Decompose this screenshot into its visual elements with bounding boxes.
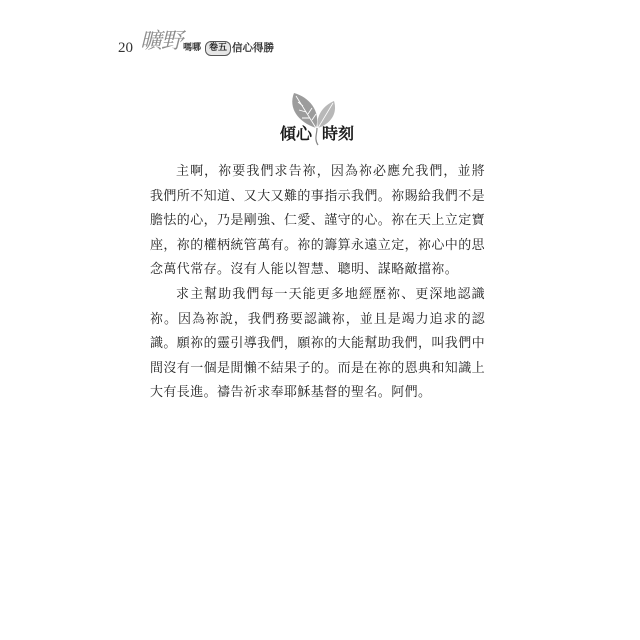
volume-badge: 卷五: [205, 41, 231, 56]
page-number: 20: [118, 40, 133, 56]
leaf-stem: [316, 128, 318, 145]
text-line: 祢。因為祢說，我們務要認識祢，並且是竭力追求的認: [150, 311, 485, 327]
text-line: 求主幫助我們每一天能更多地經歷祢、更深地認識: [176, 286, 485, 302]
series-title: 曠野: [140, 29, 183, 54]
text-line: 主啊，祢要我們求告祢，因為祢必應允我們，並將: [176, 164, 485, 179]
text-line: 間沒有一個是閒懶不結果子的。而是在祢的恩典和知識上: [150, 360, 485, 376]
paragraph-1: [150, 160, 485, 283]
body-text: [150, 160, 485, 406]
section-title-right: 時刻: [322, 124, 355, 143]
text-line: 座，祢的權柄統管萬有。祢的籌算永遠立定，祢心中的思: [150, 237, 485, 253]
section-title-left: 傾心: [280, 124, 313, 143]
paragraph-2: [150, 283, 485, 406]
volume-title: 信心得勝: [232, 42, 274, 54]
text-line: 識。願祢的靈引導我們，願祢的大能幫助我們，叫我們中: [150, 336, 485, 352]
text-line: 我們所不知道、又大又難的事指示我們。祢賜給我們不是: [150, 188, 485, 204]
text-line: 膽怯的心，乃是剛強、仁愛、謹守的心。祢在天上立定寶: [150, 213, 485, 229]
text-line: 大有長進。禱告祈求奉耶穌基督的聖名。阿們。: [150, 385, 432, 401]
text-line: 念萬代常存。沒有人能以智慧、聰明、謀略敵擋祢。: [150, 262, 459, 278]
series-subtitle: 嗎哪: [183, 43, 202, 53]
